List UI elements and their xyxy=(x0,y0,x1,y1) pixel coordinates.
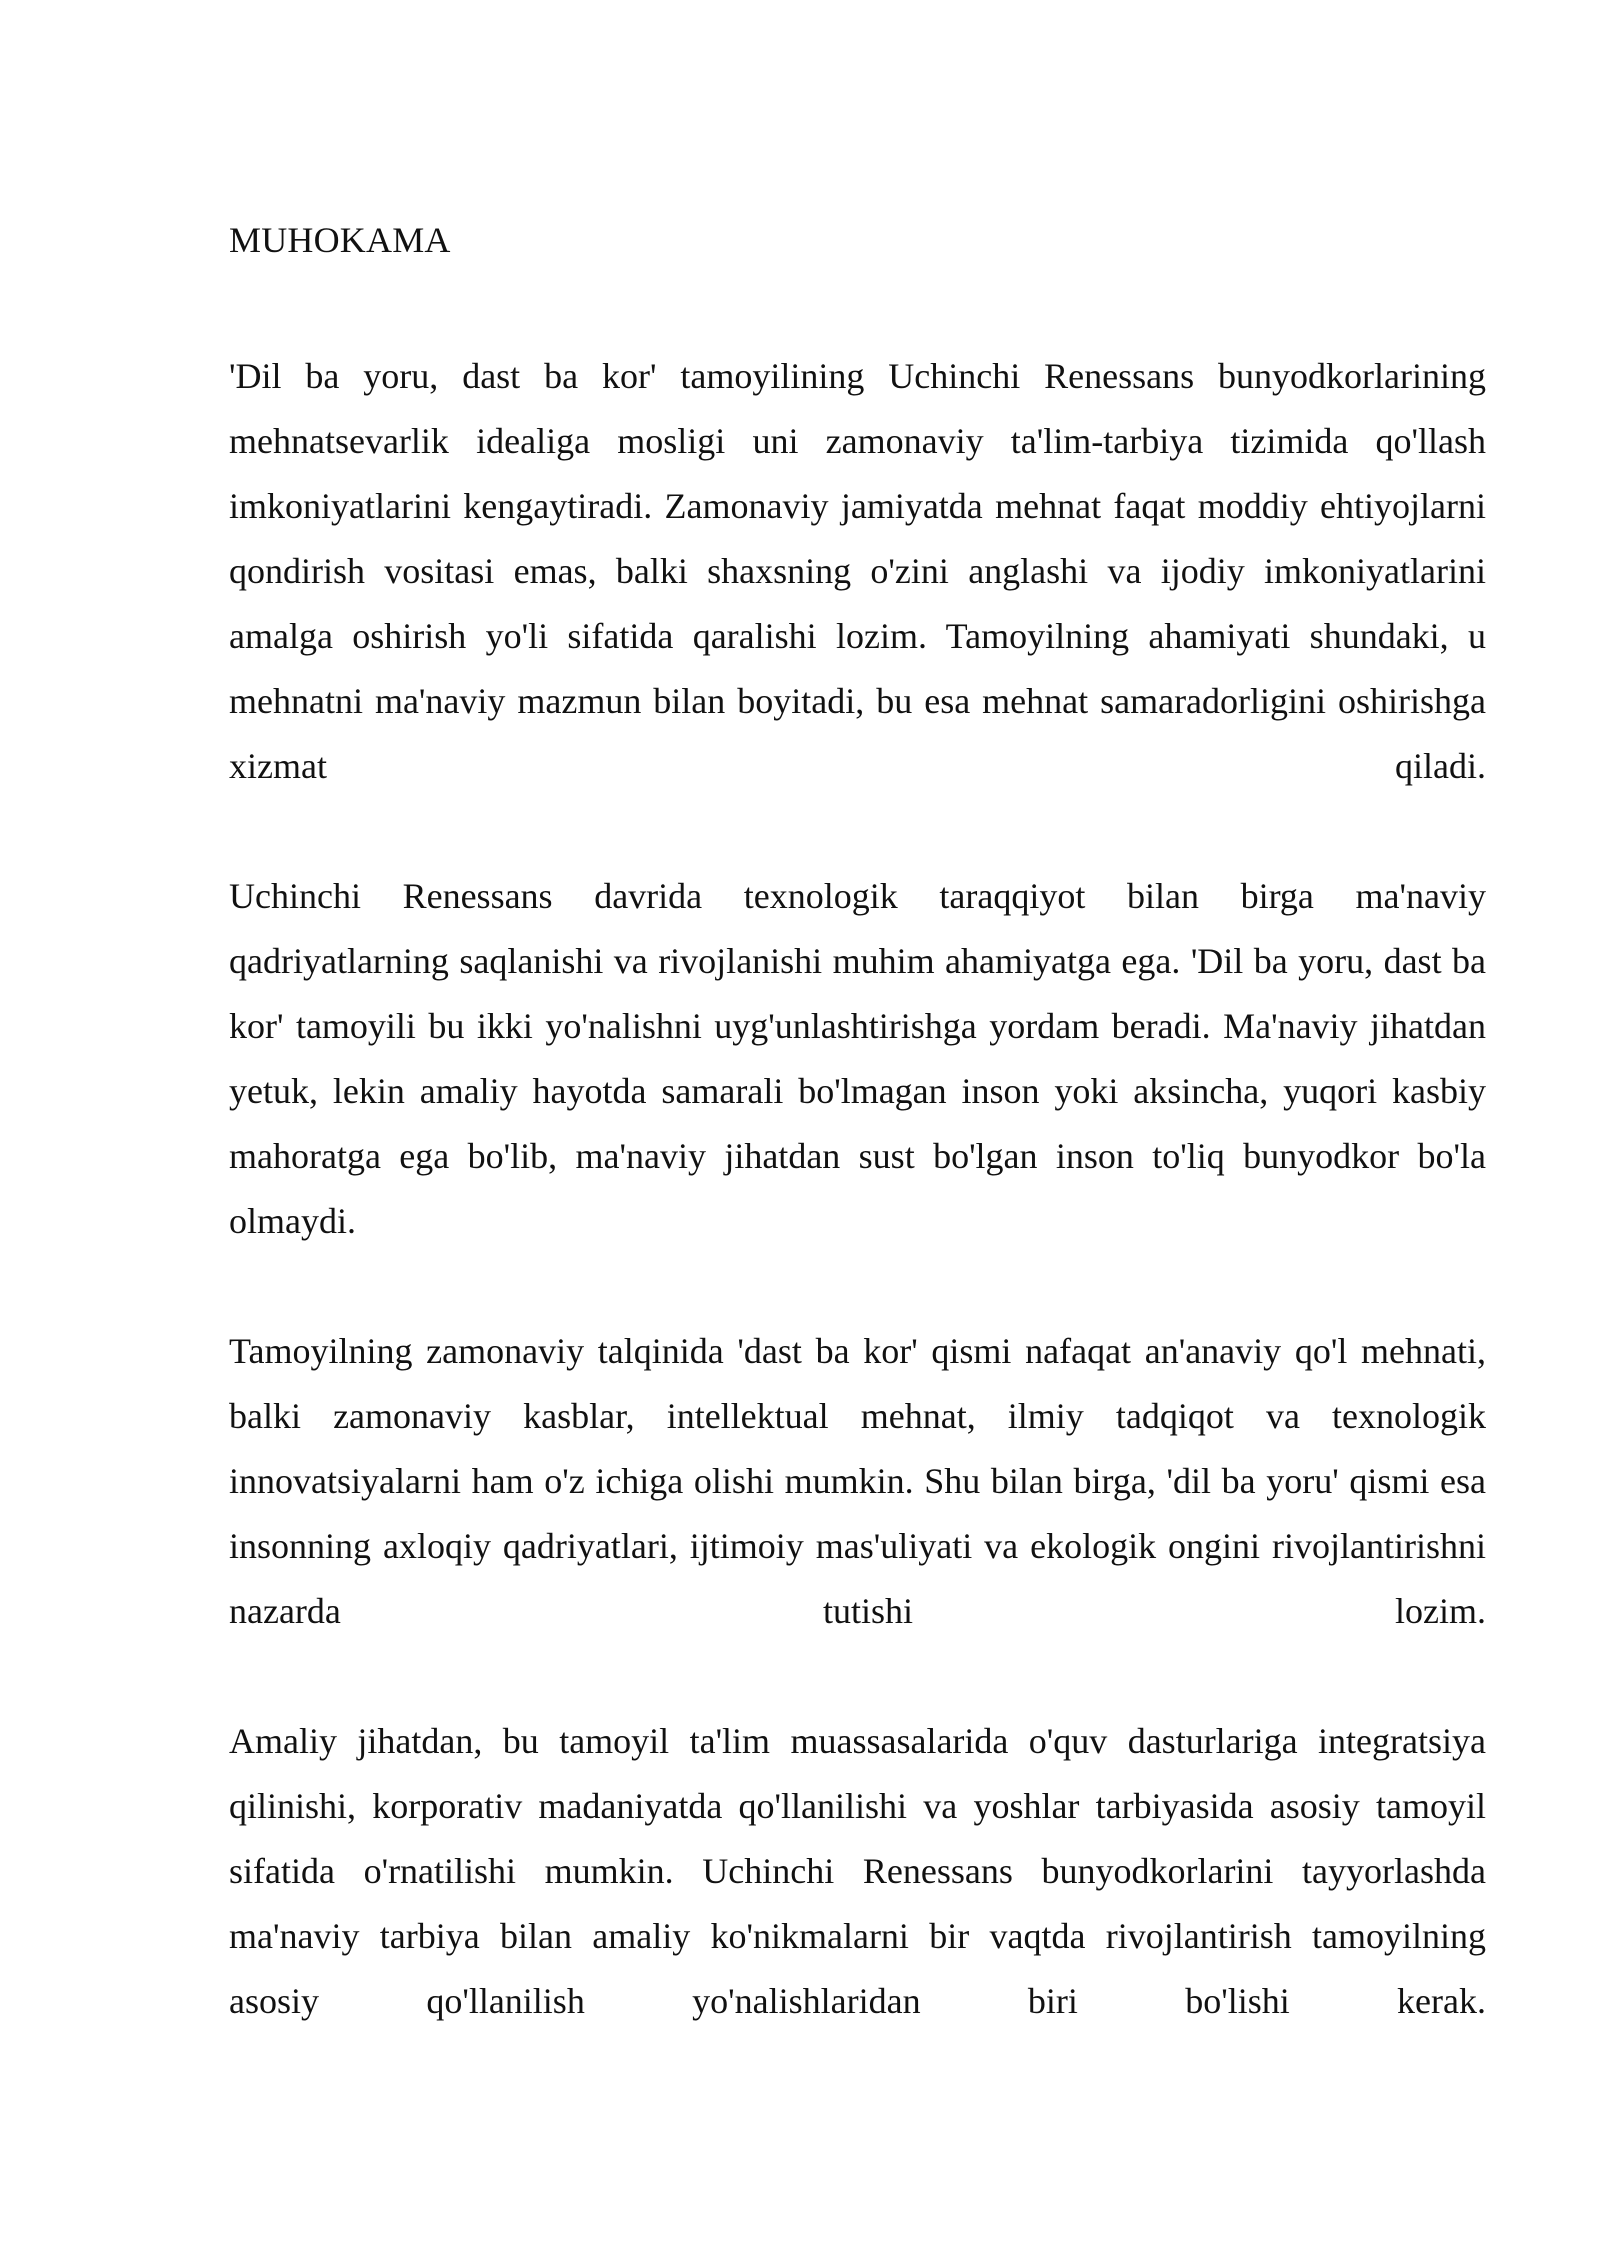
document-body xyxy=(229,214,1486,2099)
paragraph-3: Tamoyilning zamonaviy talqinida 'dast ba kor' qismi nafaqat an'anaviy qo'l mehnati, balki zamonaviy kasblar, intellektual mehnat, ilmiy tadqiqot va texnologik innovatsiyalarni ham o'z ichiga olishi mumkin. Shu bilan birga, 'dil ba yoru' qismi esa insonning axloqiy qadriyatlari, ijtimoiy mas'uliyati va ekologik ongini rivojlantirishni nazarda tutishi lozim. xyxy=(229,1331,1486,1631)
paragraph-4: Amaliy jihatdan, bu tamoyil ta'lim muassasalarida o'quv dasturlariga integratsiya qilinishi, korporativ madaniyatda qo'llanilishi va yoshlar tarbiyasida asosiy tamoyil sifatida o'rnatilishi mumkin. Uchinchi Renessans bunyodkorlarini tayyorlashda ma'naviy tarbiya bilan amaliy ko'nikmalarni bir vaqtda rivojlantirish tamoyilning asosiy qo'llanilish yo'nalishlaridan biri bo'lishi kerak. xyxy=(229,1721,1486,2021)
paragraph-2: Uchinchi Renessans davrida texnologik taraqqiyot bilan birga ma'naviy qadriyatlarning saqlanishi va rivojlanishi muhim ahamiyatga ega. 'Dil ba yoru, dast ba kor' tamoyili bu ikki yo'nalishni uyg'unlashtirishga yordam beradi. Ma'naviy jihatdan yetuk, lekin amaliy hayotda samarali bo'lmagan inson yoki aksincha, yuqori kasbiy mahoratga ega bo'lib, ma'naviy jihatdan sust bo'lgan inson to'liq bunyodkor bo'la olmaydi. xyxy=(229,876,1486,1241)
section-heading: MUHOKAMA xyxy=(229,220,451,260)
paragraph-1: 'Dil ba yoru, dast ba kor' tamoyilining Uchinchi Renessans bunyodkorlarining mehnatsevarlik idealiga mosligi uni zamonaviy ta'lim-tarbiya tizimida qo'llash imkoniyatlarini kengaytiradi. Zamonaviy jamiyatda mehnat faqat moddiy ehtiyojlarni qondirish vositasi emas, balki shaxsning o'zini anglashi va ijodiy imkoniyatlarini amalga oshirish yo'li sifatida qaralishi lozim. Tamoyilning ahamiyati shundaki, u mehnatni ma'naviy mazmun bilan boyitadi, bu esa mehnat samaradorligini oshirishga xizmat qiladi. xyxy=(229,356,1486,786)
